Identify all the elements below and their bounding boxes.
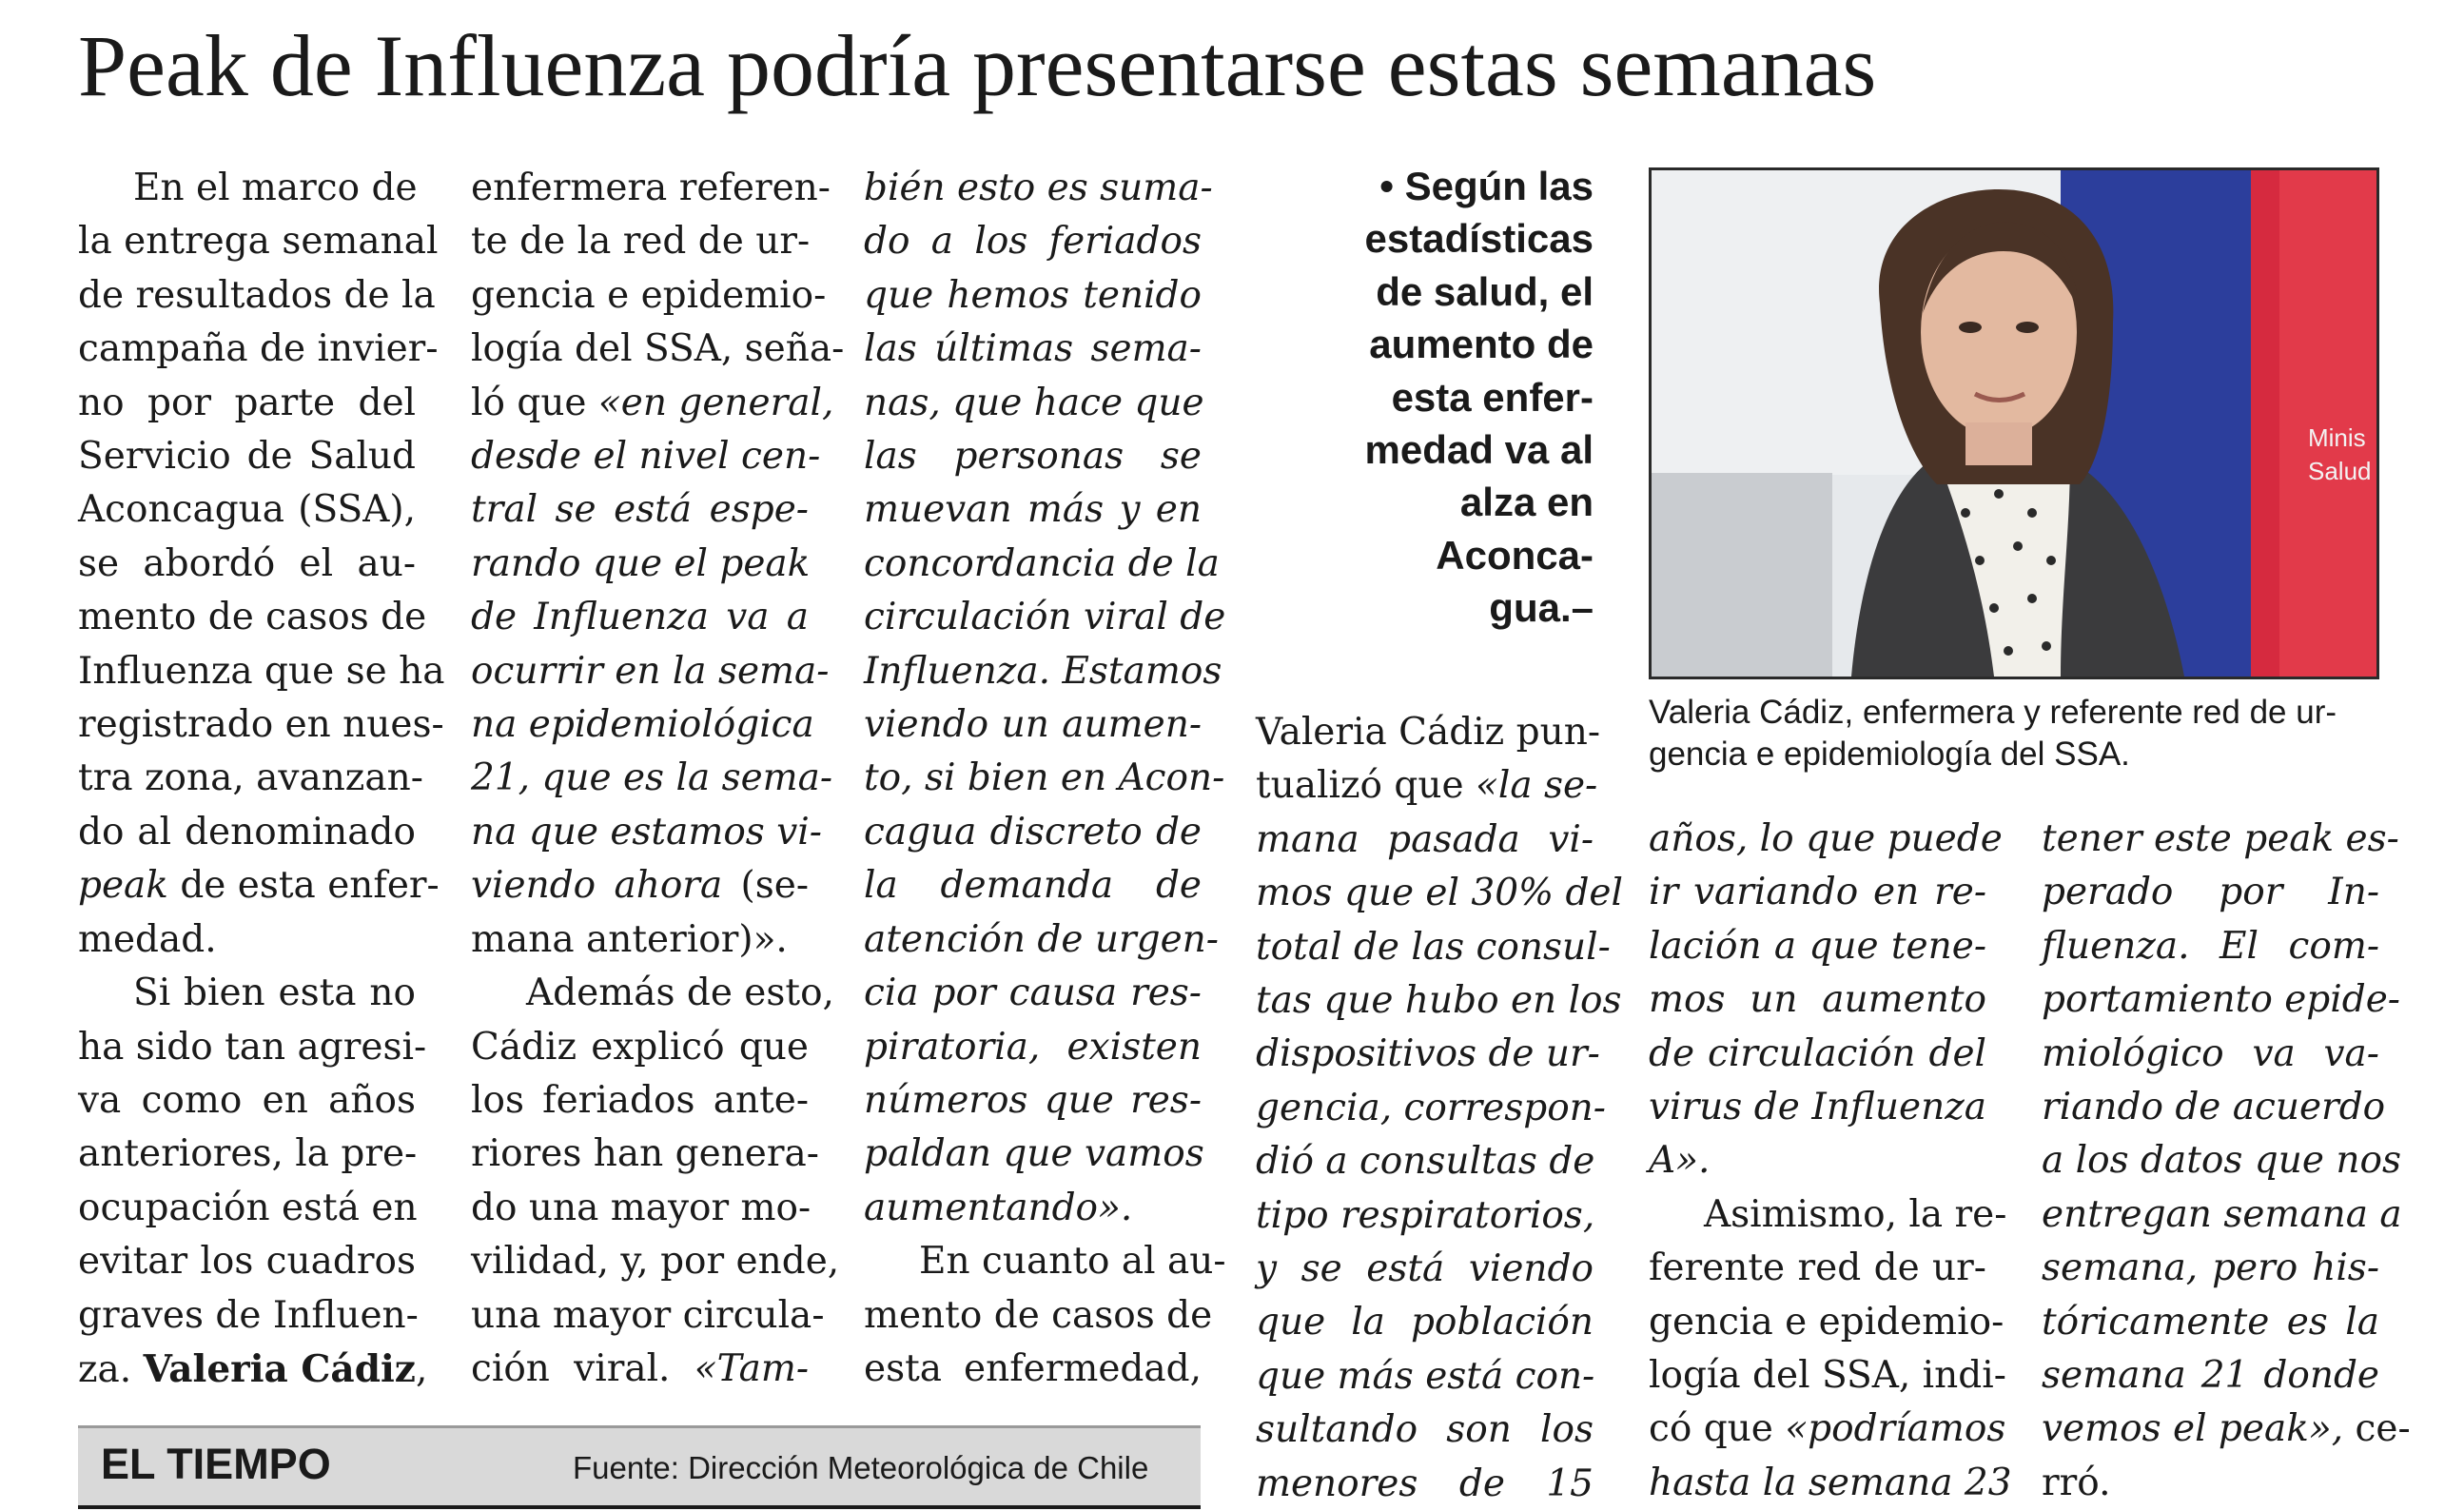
article-line: za. Valeria Cádiz, <box>78 1346 428 1391</box>
article-line: vilidad, y, por ende, <box>471 1240 840 1284</box>
article-line: Influenza que se ha <box>78 649 445 693</box>
article-line: y se está viendo <box>1256 1247 1594 1291</box>
article-line: que hemos tenido <box>864 273 1202 317</box>
article-line: portamiento epide- <box>2042 978 2400 1022</box>
article-line: graves de Influen- <box>78 1293 419 1337</box>
article-line: Cádiz explicó que <box>471 1025 809 1069</box>
article-line: tas que hubo en los <box>1256 979 1622 1023</box>
article-line: ocupación está en <box>78 1186 418 1229</box>
pull-quote-line: aumento de <box>1369 322 1594 367</box>
article-line: perado por In- <box>2042 871 2379 914</box>
article-line: registrado en nues- <box>78 703 444 747</box>
article-line: tipo respiratorios, <box>1256 1193 1595 1237</box>
article-line: desde el nivel cen- <box>471 435 821 479</box>
article-line: semana 21 donde <box>2042 1354 2379 1398</box>
article-line: do una mayor mo- <box>471 1186 812 1229</box>
article-line: de Influenza va a <box>471 596 809 639</box>
portrait-photo <box>1649 167 2379 679</box>
article-line: enfermera referen- <box>471 167 831 209</box>
article-line: las últimas sema- <box>864 327 1202 371</box>
article-line: to, si bien en Acon- <box>864 756 1225 800</box>
article-column-4 <box>1256 706 1623 1511</box>
article-line: dió a consultas de <box>1256 1140 1595 1184</box>
article-line: do al denominado <box>78 810 416 854</box>
article-line: a los datos que nos <box>2042 1139 2401 1183</box>
portrait-illustration <box>1652 170 2376 677</box>
article-line: paldan que vamos <box>864 1132 1204 1176</box>
sign-text: Salud <box>2308 457 2372 485</box>
article-line: que la población <box>1256 1301 1594 1344</box>
article-line: En el marco de <box>133 167 418 209</box>
article-line: dispositivos de ur- <box>1256 1032 1600 1076</box>
caption-line: gencia e epidemiología del SSA. <box>1649 736 2130 773</box>
article-line: se abordó el au- <box>78 541 416 585</box>
article-line: Además de esto, <box>526 971 834 1015</box>
article-line: la demanda de <box>864 864 1202 908</box>
sign-text: Minis <box>2308 423 2366 452</box>
article-line: tualizó que «la se- <box>1256 764 1598 808</box>
article-line: ción viral. «Tam- <box>471 1346 809 1390</box>
article-line: tra zona, avanzan- <box>78 756 423 800</box>
article-line: ocurrir en la sema- <box>471 649 830 693</box>
article-line: na epidemiológica <box>471 703 814 747</box>
article-line: En cuanto al au- <box>919 1240 1226 1284</box>
article-line: Influenza. Estamos <box>864 649 1222 693</box>
article-line: gencia, correspon- <box>1256 1086 1606 1129</box>
article-line: piratoria, existen <box>864 1025 1202 1069</box>
article-line: logía del SSA, seña- <box>471 327 845 371</box>
article-line: tener este peak es- <box>2042 817 2399 860</box>
article-line: riando de acuerdo <box>2042 1086 2386 1129</box>
article-line: viendo ahora (se- <box>471 864 809 908</box>
caption-line: Valeria Cádiz, enfermera y referente red de ur- <box>1649 694 2337 731</box>
article-line: te de la red de ur- <box>471 220 811 264</box>
article-line: esta enfermedad, <box>864 1346 1202 1390</box>
pull-quote-line: estadísticas <box>1364 216 1594 262</box>
article-line: ferente red de ur- <box>1649 1246 1986 1290</box>
article-line: mana anterior)». <box>471 917 788 961</box>
article-line: có que «podríamos <box>1649 1407 2006 1451</box>
article-column-1 <box>78 162 445 1397</box>
article-line: fluenza. El com- <box>2042 924 2379 968</box>
pull-quote-line: esta enfer- <box>1391 374 1594 420</box>
article-line: tral se está espe- <box>471 488 809 532</box>
article-line: miológico va va- <box>2042 1031 2379 1075</box>
pull-quote-line: medad va al <box>1364 427 1594 473</box>
article-line: las personas se <box>864 435 1202 479</box>
article-line: rando que el peak <box>471 541 811 585</box>
article-line: gencia e epidemio- <box>1649 1300 2004 1344</box>
article-line: mos un aumento <box>1649 978 1986 1022</box>
article-line: de circulación del <box>1649 1031 1986 1075</box>
article-line: mana pasada vi- <box>1256 817 1594 861</box>
article-line: ir variando en re- <box>1649 871 1986 914</box>
article-line: na que estamos vi- <box>471 810 822 854</box>
weather-divider <box>78 1505 1201 1509</box>
pull-quote-line: de salud, el <box>1376 268 1594 314</box>
article-line: no por parte del <box>78 381 416 424</box>
article-line: evitar los cuadros <box>78 1240 416 1284</box>
article-line: una mayor circula- <box>471 1293 825 1337</box>
article-line: A». <box>1649 1139 1711 1183</box>
article-line: medad. <box>78 917 217 961</box>
article-line: mos que el 30% del <box>1256 872 1623 915</box>
weather-title: EL TIEMPO <box>101 1440 331 1488</box>
article-line: atención de urgen- <box>864 917 1219 961</box>
pull-quote <box>1308 160 1594 635</box>
article-line: anteriores, la pre- <box>78 1132 418 1176</box>
article-line: Aconcagua (SSA), <box>78 488 416 532</box>
article-line: mento de casos de <box>864 1293 1213 1337</box>
article-line: Asimismo, la re- <box>1704 1192 2007 1236</box>
article-line: ló que «en general, <box>471 381 834 424</box>
article-line: virus de Influenza <box>1649 1086 1986 1129</box>
article-line: semana, pero his- <box>2042 1246 2379 1290</box>
article-line: entregan semana a <box>2042 1192 2402 1236</box>
article-column-3 <box>864 162 1226 1396</box>
article-line: que más está con- <box>1256 1354 1595 1398</box>
weather-box <box>78 1425 1201 1509</box>
article-line: la entrega semanal <box>78 220 439 264</box>
article-line: lación a que tene- <box>1649 924 1986 968</box>
pull-quote-line: • Según las <box>1379 164 1594 208</box>
article-line: números que res- <box>864 1078 1202 1122</box>
article-line: menores de 15 <box>1256 1462 1594 1505</box>
article-line: Servicio de Salud <box>78 435 416 479</box>
article-line: vemos el peak», ce- <box>2042 1407 2411 1451</box>
article-column-6 <box>2042 813 2411 1510</box>
article-column-2 <box>471 162 845 1396</box>
article-line: va como en años <box>78 1078 416 1122</box>
headline: Peak de Influenza podría presentarse estas semanas <box>78 17 1877 114</box>
weather-source: Fuente: Dirección Meteorológica de Chile <box>573 1450 1149 1485</box>
article-line: cagua discreto de <box>864 810 1202 854</box>
article-line: logía del SSA, indi- <box>1649 1354 2006 1398</box>
article-line: los feriados ante- <box>471 1078 809 1122</box>
article-line: años, lo que puede <box>1649 817 2003 860</box>
article-line: bién esto es suma- <box>864 167 1213 209</box>
photo-caption <box>1649 692 2381 775</box>
article-line: cia por causa res- <box>864 971 1202 1015</box>
article-line: concordancia de la <box>864 541 1220 585</box>
article-line: Si bien esta no <box>133 971 416 1015</box>
article-line: tóricamente es la <box>2042 1300 2379 1344</box>
article-line: Valeria Cádiz pun- <box>1256 711 1601 754</box>
article-line: circulación viral de <box>864 596 1226 639</box>
article-line: campaña de invier- <box>78 327 439 371</box>
pull-quote-line: alza en <box>1459 480 1594 525</box>
article-line: ha sido tan agresi- <box>78 1025 427 1069</box>
article-line: aumentando». <box>864 1186 1133 1229</box>
article-line: de resultados de la <box>78 273 436 317</box>
article-line: nas, que hace que <box>864 381 1204 424</box>
article-line: peak de esta enfer- <box>78 864 440 908</box>
article-line: hasta la semana 23 <box>1649 1461 2012 1504</box>
article-line: rró. <box>2042 1461 2111 1504</box>
article-line: total de las consul- <box>1256 925 1611 969</box>
pull-quote-line: Aconca- <box>1436 532 1594 578</box>
article-line: riores han genera- <box>471 1132 819 1176</box>
article-line: viendo un aumen- <box>864 703 1202 747</box>
article-line: sultando son los <box>1256 1408 1594 1452</box>
article-line: gencia e epidemio- <box>471 273 827 317</box>
pull-quote-line: gua.– <box>1489 585 1594 631</box>
article-line: 21, que es la sema- <box>471 756 833 800</box>
article-line: mento de casos de <box>78 596 427 639</box>
article-line: muevan más y en <box>864 488 1202 532</box>
article-column-5 <box>1649 813 2012 1510</box>
article-line: do a los feriados <box>864 220 1202 264</box>
